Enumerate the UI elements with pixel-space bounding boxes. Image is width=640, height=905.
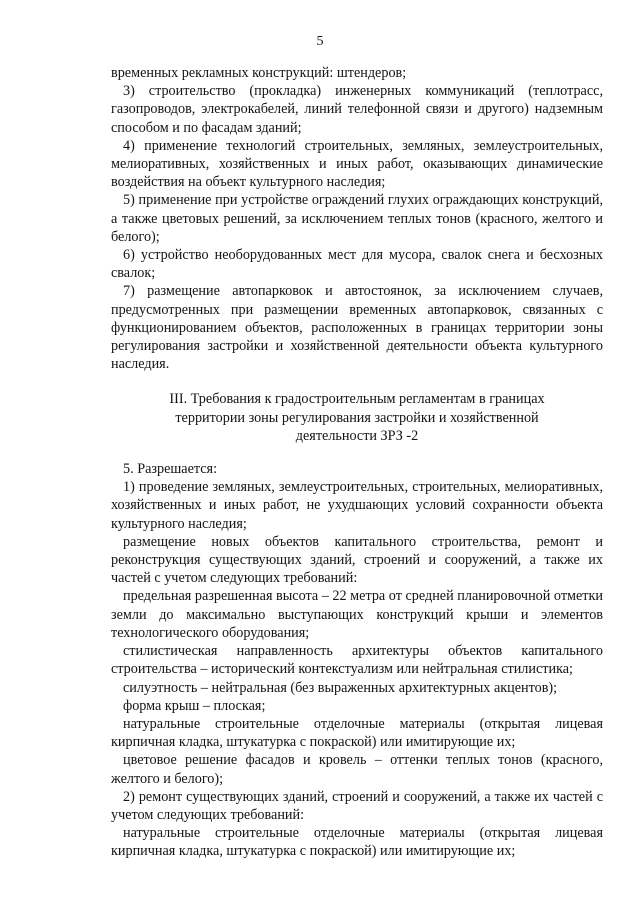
page-number: 5 [316,34,324,49]
paragraph-item-7: 7) размещение автопарковок и автостоянок, за исключением случаев, предусмотренных при размещении временных автопарковок, связанных с функционированием объектов, расположенных в границах территории зоны регулирования застройки и хозяйственной деятельности объекта культурного наследия. [111,283,603,373]
paragraph-color-scheme: цветовое решение фасадов и кровель – оттенки теплых тонов (красного, желтого и белого); [111,752,603,787]
paragraph-item-4: 4) применение технологий строительных, земляных, землеустроительных, мелиоративных, хозяйственных и иных работ, оказывающих динамические воздействия на объект культурного наследия; [111,137,603,191]
paragraph-architecture-style: стилистическая направленность архитектуры объектов капитального строительства – исторический контекстуализм или нейтральная стилистика; [111,643,603,678]
paragraph-allowed-2: 2) ремонт существующих зданий, строений и сооружений, а также их частей с учетом следующих требований: [111,788,603,823]
paragraph-clause-5: 5. Разрешается: [123,461,218,478]
document-body [111,64,603,861]
paragraph-billboards: временных рекламных конструкций: штендеров; [111,65,407,81]
paragraph-item-3: 3) строительство (прокладка) инженерных коммуникаций (теплотрасс, газопроводов, электрокабелей, линий телефонной связи и другого) надземным способом и по фасадам зданий; [111,83,603,136]
paragraph-silhouette: силуэтность – нейтральная (без выраженных архитектурных акцентов); [123,679,558,696]
paragraph-materials-repeat: натуральные строительные отделочные материалы (открытая лицевая кирпичная кладка, штукатурка с покраской) или имитирующие их; [111,825,603,860]
paragraph-roof-form: форма крыш – плоская; [123,697,266,714]
section-heading: III. Требования к градостроительным регламентам в границах территории зоны регулирования застройки и хозяйственной деятельности ЗРЗ -2 [169,391,545,444]
paragraph-allowed-1: 1) проведение земляных, землеустроительных, строительных, мелиоративных, хозяйственных и иных работ, не ухудшающих условий сохранности объекта культурного наследия; [111,479,603,532]
paragraph-new-construction: размещение новых объектов капитального строительства, ремонт и реконструкция существующих зданий, строений и сооружений, а также их частей с учетом следующих требований: [111,533,603,587]
paragraph-item-5: 5) применение при устройстве ограждений глухих ограждающих конструкций, а также цветовых решений, за исключением теплых тонов (красного, желтого и белого); [111,192,603,245]
paragraph-materials: натуральные строительные отделочные материалы (открытая лицевая кирпичная кладка, штукатурка с покраской) или имитирующие их; [111,715,603,751]
paragraph-max-height: предельная разрешенная высота – 22 метра от средней планировочной отметки земли до максимально выступающих конструкций крыши и элементов технологического оборудования; [111,588,603,641]
paragraph-item-6: 6) устройство необорудованных мест для мусора, свалок снега и бесхозных свалок; [111,247,603,282]
